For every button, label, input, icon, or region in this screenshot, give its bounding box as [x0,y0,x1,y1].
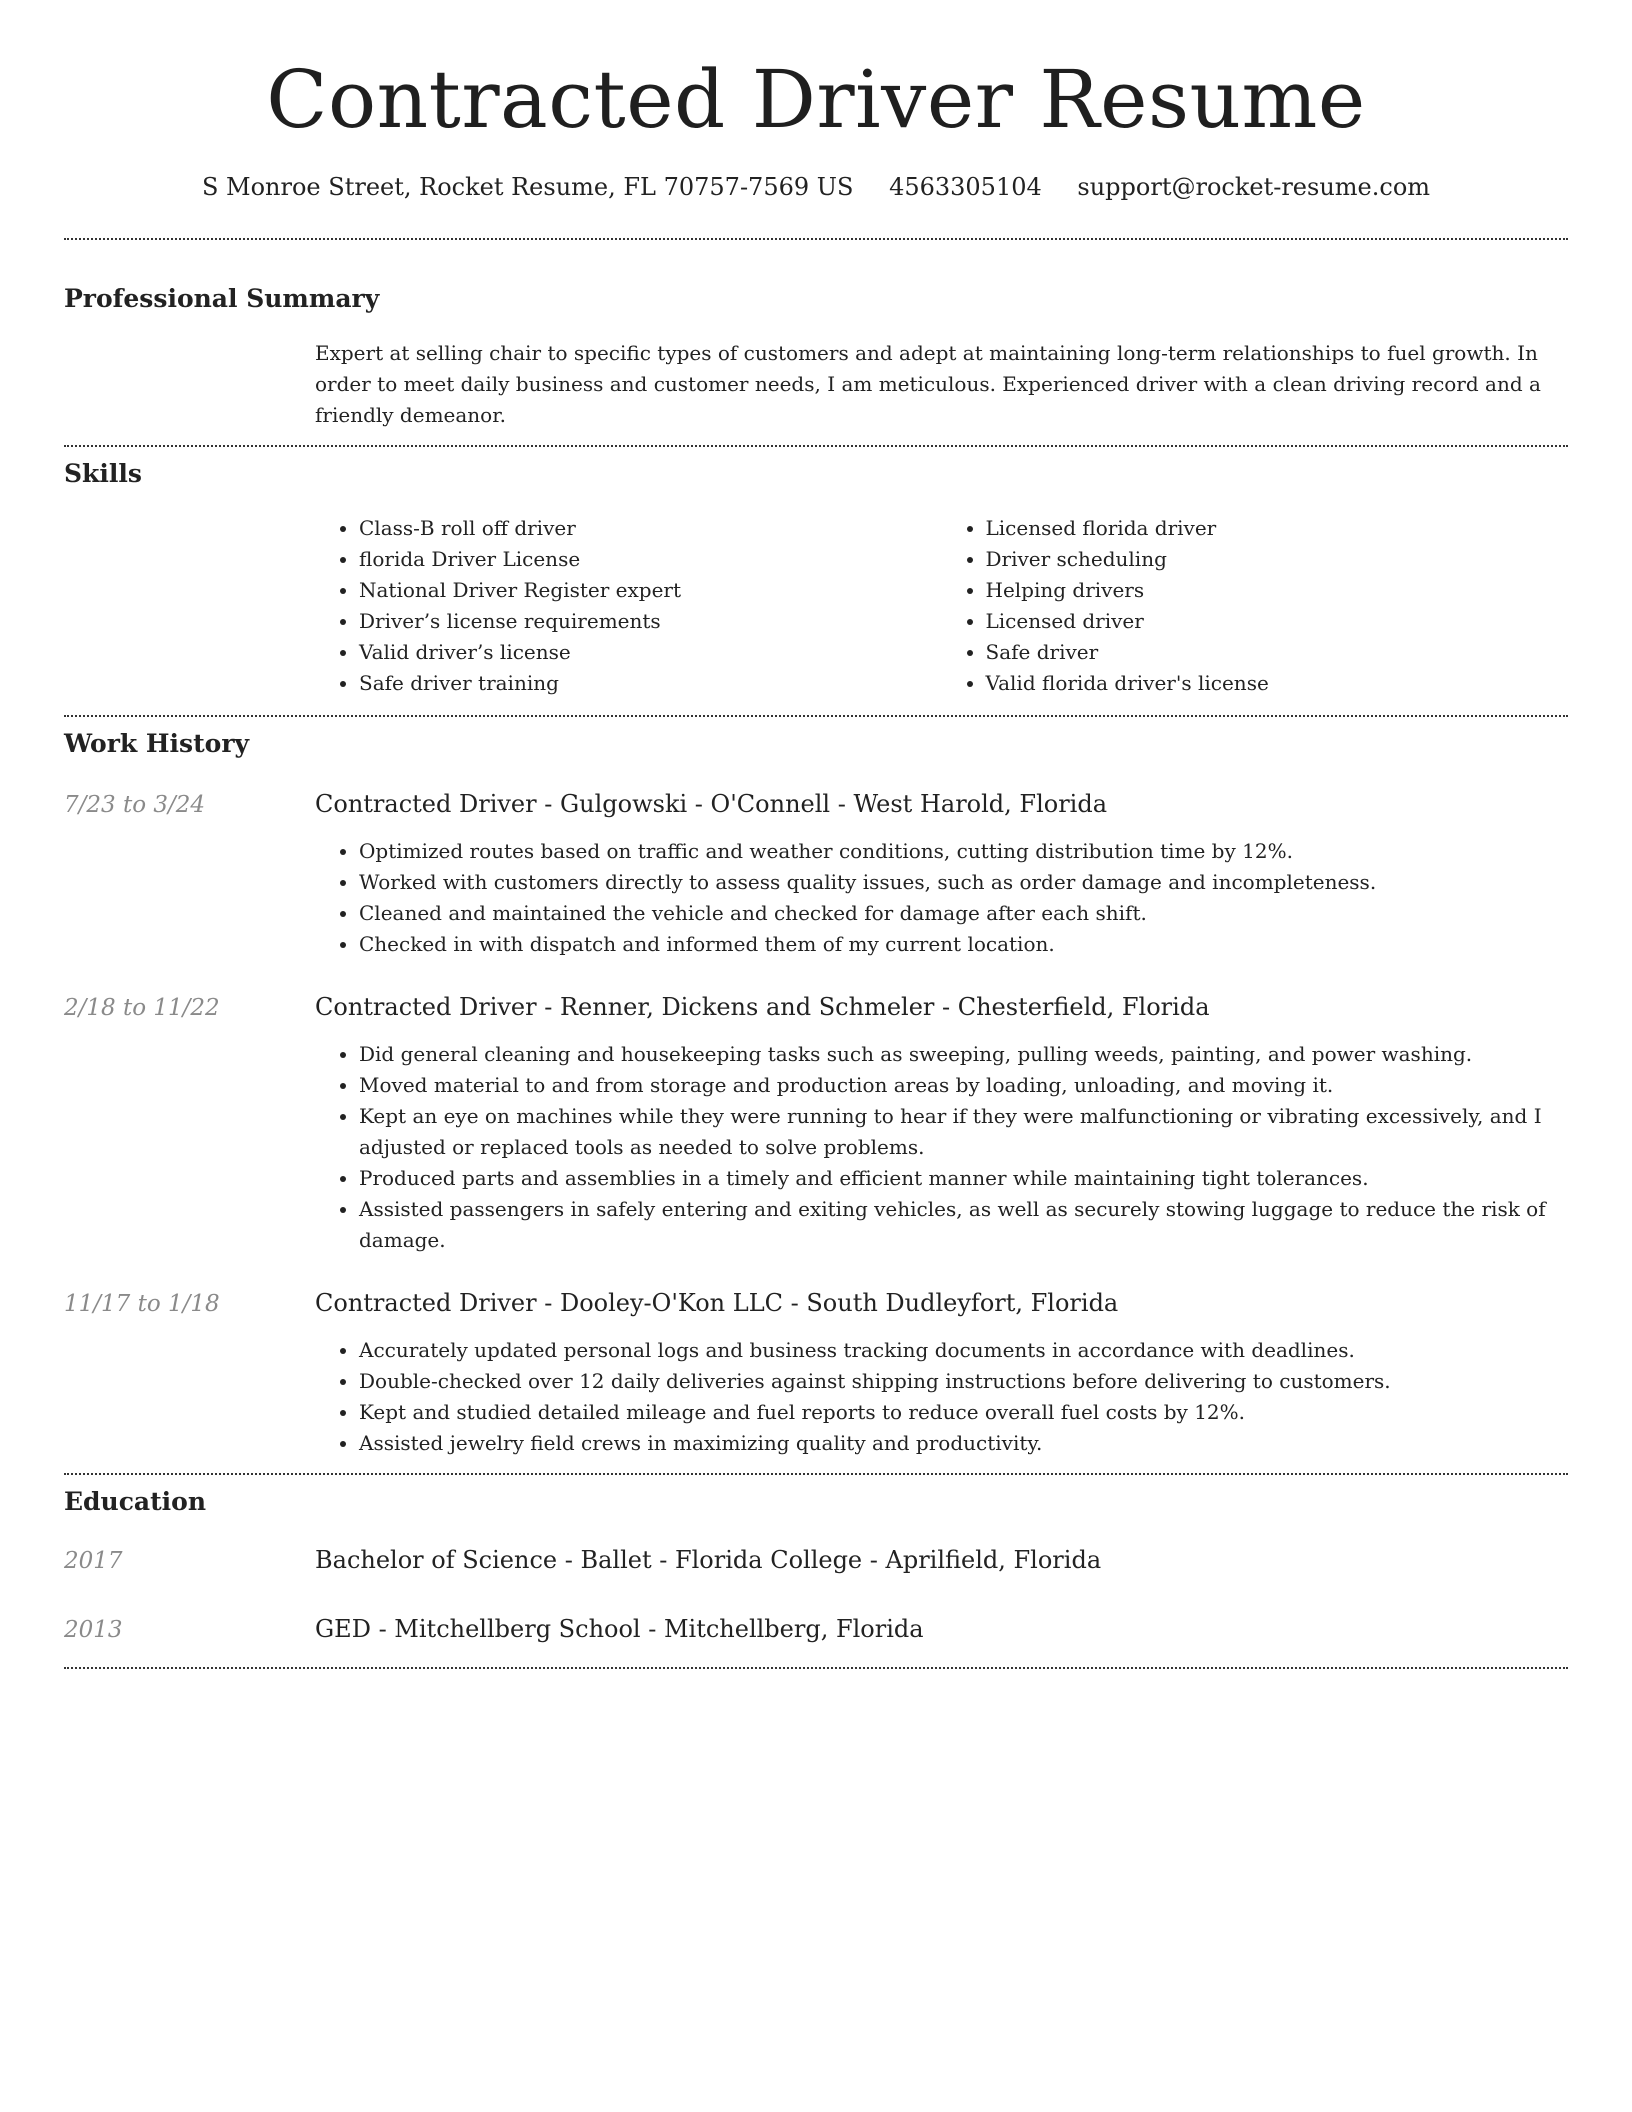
skill-item: • Driver scheduling [986,544,1569,575]
job-date: 2/18 to 11/22 [64,995,220,1021]
job-bullet: • Kept and studied detailed mileage and fuel reports to reduce overall fuel costs by 12%. [359,1397,1568,1428]
skill-item: • Valid florida driver's license [986,668,1569,699]
job-date: 7/23 to 3/24 [64,792,206,818]
work-heading: Work History [64,729,250,758]
job-bullet: • Accurately updated personal logs and business tracking documents in accordance with deadlines. [359,1335,1568,1366]
job-bullet: • Assisted jewelry field crews in maximizing quality and productivity. [359,1428,1568,1459]
job-bullets [315,1039,1568,1256]
skill-item: • National Driver Register expert [359,575,942,606]
divider [64,1473,1568,1475]
job-bullet: • Assisted passengers in safely entering and exiting vehicles, as well as securely stowing luggage to reduce the risk of damage. [359,1194,1568,1256]
job-bullet: • Did general cleaning and housekeeping tasks such as sweeping, pulling weeds, painting, and power washing. [359,1039,1568,1070]
job-title: Contracted Driver - Dooley-O'Kon LLC - South Dudleyfort, Florida [315,1289,1119,1317]
skill-item: • Class-B roll off driver [359,513,942,544]
job-bullets [315,1335,1568,1459]
job-bullet: • Double-checked over 12 daily deliveries against shipping instructions before delivering to customers. [359,1366,1568,1397]
education-title: Bachelor of Science - Ballet - Florida College - Aprilfield, Florida [315,1546,1102,1574]
job-date: 11/17 to 1/18 [64,1291,220,1317]
divider [64,715,1568,717]
education-date: 2017 [64,1548,123,1574]
education-title: GED - Mitchellberg School - Mitchellberg, Florida [315,1615,924,1643]
skill-item: • Safe driver training [359,668,942,699]
resume-page [64,0,1568,1669]
job-bullet: • Cleaned and maintained the vehicle and checked for damage after each shift. [359,898,1568,929]
skills-column-right [942,513,1569,699]
skill-item: • florida Driver License [359,544,942,575]
resume-title: Contracted Driver Resume [266,53,1366,146]
summary-heading: Professional Summary [64,284,380,313]
divider [64,445,1568,447]
job-header [64,992,1568,1023]
job-bullet: • Checked in with dispatch and informed them of my current location. [359,929,1568,960]
contact-email: support@rocket-resume.com [1077,173,1431,201]
job-header [64,1288,1568,1319]
divider [64,238,1568,240]
education-heading: Education [64,1487,207,1516]
contact-phone: 4563305104 [889,173,1042,201]
job-title: Contracted Driver - Renner, Dickens and Schmeler - Chesterfield, Florida [315,993,1210,1021]
education-entry [64,1614,1568,1645]
skill-item: • Helping drivers [986,575,1569,606]
education-entry [64,1545,1568,1576]
summary-text: Expert at selling chair to specific types of customers and adept at maintaining long-term relationships to fuel growth. In order to meet daily business and customer needs, I am meticulous. Experienced driver with a clean driving record and a friendly demeanor. [315,341,1541,427]
skills-heading: Skills [64,459,142,488]
job-title: Contracted Driver - Gulgowski - O'Connell - West Harold, Florida [315,790,1108,818]
skills-list [315,513,1568,699]
job-bullet: • Optimized routes based on traffic and weather conditions, cutting distribution time by 12%. [359,836,1568,867]
skill-item: • Licensed florida driver [986,513,1569,544]
job-header [64,789,1568,820]
job-bullets [315,836,1568,960]
divider [64,1667,1568,1669]
skill-item: • Safe driver [986,637,1569,668]
contact-line [64,172,1568,202]
job-bullet: • Moved material to and from storage and production areas by loading, unloading, and moving it. [359,1070,1568,1101]
skill-item: • Valid driver’s license [359,637,942,668]
skill-item: • Licensed driver [986,606,1569,637]
contact-address: S Monroe Street, Rocket Resume, FL 70757-7569 US [201,173,854,201]
job-bullet: • Produced parts and assemblies in a timely and efficient manner while maintaining tight tolerances. [359,1163,1568,1194]
job-bullet: • Kept an eye on machines while they were running to hear if they were malfunctioning or vibrating excessively, and I adjusted or replaced tools as needed to solve problems. [359,1101,1568,1163]
skills-column-left [315,513,942,699]
education-date: 2013 [64,1617,123,1643]
skill-item: • Driver’s license requirements [359,606,942,637]
job-bullet: • Worked with customers directly to assess quality issues, such as order damage and incompleteness. [359,867,1568,898]
